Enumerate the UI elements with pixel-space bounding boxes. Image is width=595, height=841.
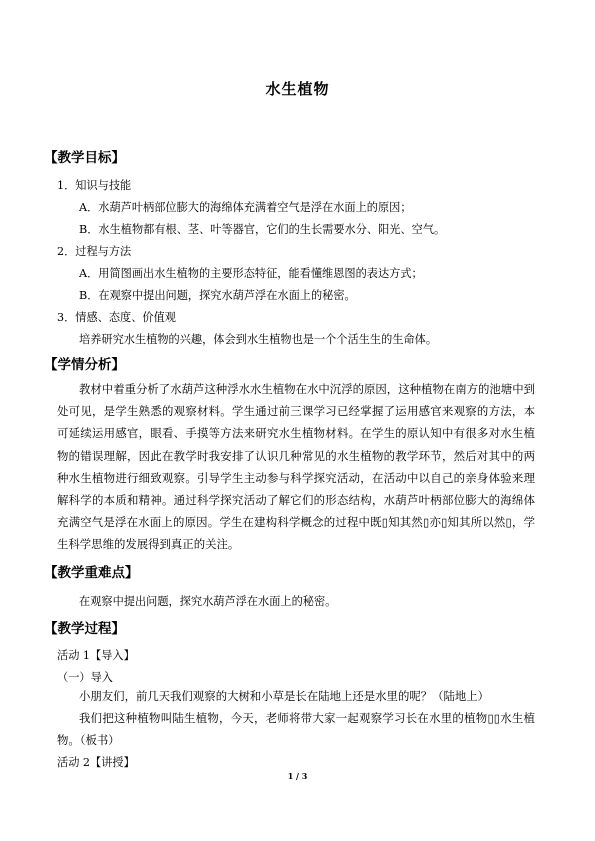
- activity-2-label: 活动 2【讲授】: [57, 756, 135, 769]
- learning-analysis-paragraph: 教材中着重分析了水葫芦这种浮水水生植物在水中沉浮的原因，这种植物在南方的池塘中到处可见，是学生熟悉的观察材料。学生通过前三课学习已经掌握了运用感官来观察的方法，本可延续运用感官，眼看、手摸等方法来研究水生植物材料。在学生的原认知中有很多对水生植物的错误理解，因此在教学时我安排了认识几种常见的水生植物的教学环节，然后对其中的两种水生植物进行细致观察。引导学生主动参与科学探究活动，在活动中以自己的亲身体验来理解科学的本质和精神。通过科学探究活动了解它们的形态结构，水葫芦叶柄部位膨大的海绵体充满空气是浮在水面上的原因。学生在建构科学概念的过程中既▯知其然▯亦▯知其所以然▯，学生科学思维的发展得到真正的关注。: [57, 382, 535, 552]
- goal-item-3-text: 培养研究水生植物的兴趣，体会到水生植物也是一个个活生生的生命体。: [79, 333, 438, 346]
- goal-item-1: 1．知识与技能: [57, 179, 132, 192]
- goal-item-3: 3．情感、态度、价值观: [57, 311, 176, 324]
- goal-item-1a: A．水葫芦叶柄部位膨大的海绵体充满着空气是浮在水面上的原因；: [79, 201, 412, 214]
- goal-item-2a: A．用简图画出水生植物的主要形态特征，能看懂维恩图的表达方式；: [79, 267, 423, 280]
- subsection-intro: （一）导入: [57, 671, 113, 684]
- activity-1-label: 活动 1【导入】: [57, 649, 135, 662]
- heading-learning-analysis: 【学情分析】: [44, 357, 125, 373]
- goal-item-2b: B．在观察中提出问题，探究水葫芦浮在水面上的秘密。: [79, 289, 356, 302]
- heading-key-points: 【教学重难点】: [44, 565, 139, 581]
- goal-item-1b: B．水生植物都有根、茎、叶等器官，它们的生长需要水分、阳光、空气。: [79, 223, 446, 236]
- heading-teaching-process: 【教学过程】: [44, 621, 125, 637]
- page-title: 水生植物: [265, 80, 330, 98]
- intro-paragraph-1: 小朋友们，前几天我们观察的大树和小草是长在陆地上还是水里的呢？（陆地上）: [79, 689, 490, 703]
- page-number: 1 / 3: [287, 771, 308, 781]
- key-points-text: 在观察中提出问题，探究水葫芦浮在水面上的秘密。: [79, 595, 337, 608]
- goal-item-2: 2．过程与方法: [57, 245, 132, 258]
- intro-paragraph-2: 我们把这种植物叫陆生植物，今天，老师将带大家一起观察学习长在水里的植物▯▯水生植物。（板书）: [57, 711, 535, 748]
- heading-teaching-goals: 【教学目标】: [44, 150, 125, 166]
